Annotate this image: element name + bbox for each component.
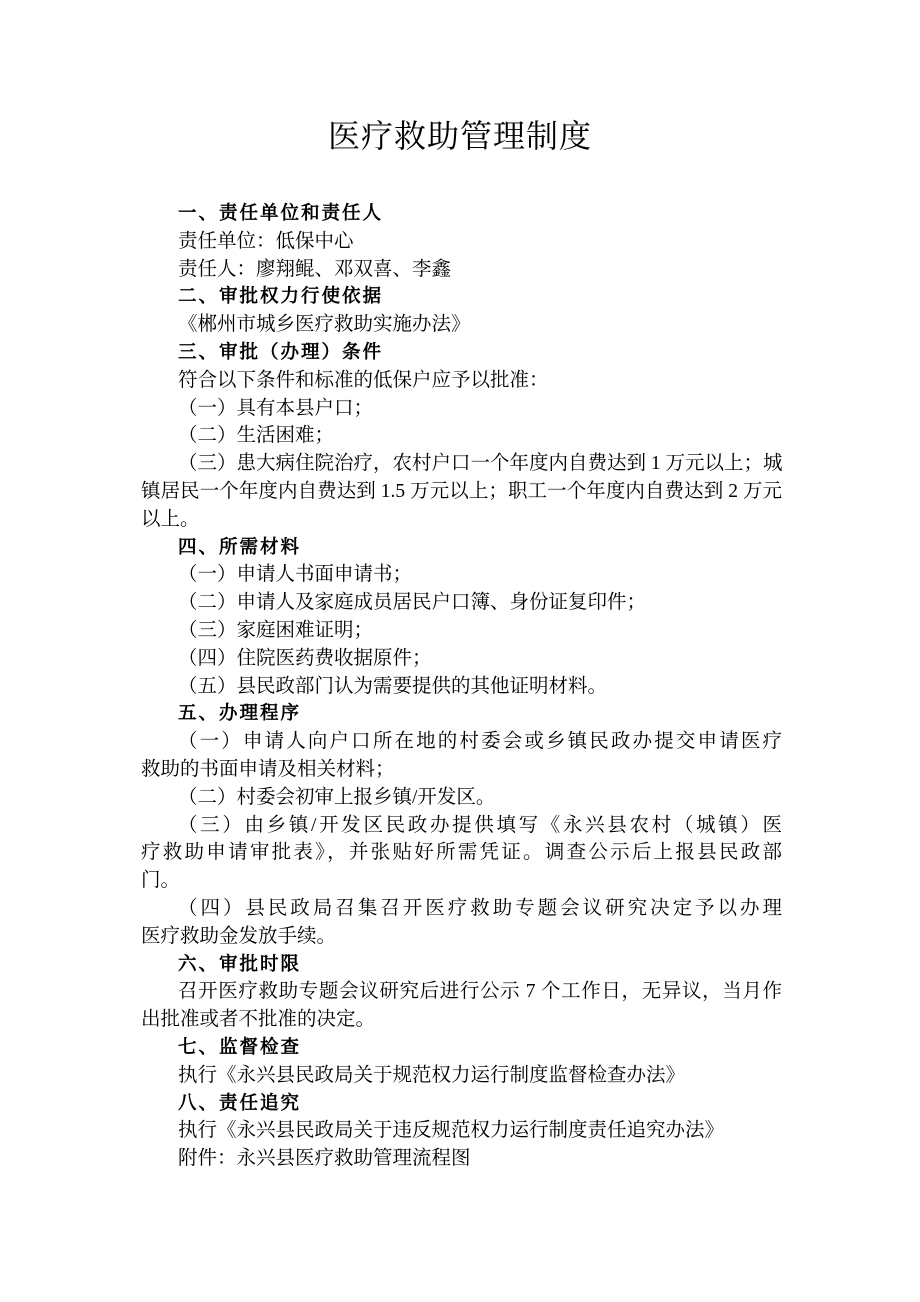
paragraph-line: 附件：永兴县医疗救助管理流程图 xyxy=(178,1148,471,1170)
paragraph-line: （三）家庭困难证明； xyxy=(178,619,374,641)
paragraph xyxy=(141,784,782,812)
paragraph xyxy=(141,895,782,951)
paragraph-line: 责任人：廖翔鲲、邓双喜、李鑫 xyxy=(178,258,452,280)
paragraph xyxy=(141,256,782,284)
paragraph xyxy=(141,812,782,895)
paragraph-line: 执行《永兴县民政局关于违反规范权力运行制度责任追究办法》 xyxy=(178,1120,725,1142)
heading-text: 八、责任追究 xyxy=(178,1092,302,1114)
paragraph-line: （二）村委会初审上报乡镇/开发区。 xyxy=(178,786,496,808)
heading-text: 一、责任单位和责任人 xyxy=(178,203,384,224)
section-heading xyxy=(141,283,782,311)
paragraph-line: （四）县民政局召集召开医疗救助专题会议研究决定予以办理 xyxy=(178,897,782,919)
heading-text: 三、审批（办理）条件 xyxy=(178,341,384,363)
paragraph xyxy=(141,311,782,339)
section-heading xyxy=(141,700,782,728)
paragraph-line: （四）住院医药费收据原件； xyxy=(178,647,432,669)
paragraph-line: 疗救助申请审批表》，并张贴好所需凭证。调查公示后上报县民政部 xyxy=(141,842,782,864)
paragraph xyxy=(141,617,782,645)
paragraph xyxy=(141,1145,782,1173)
paragraph xyxy=(141,728,782,784)
section-heading xyxy=(141,951,782,979)
paragraph-line: 镇居民一个年度内自费达到 1.5 万元以上；职工一个年度内自费达到 2 万元 xyxy=(141,480,782,502)
document-body xyxy=(141,200,782,1173)
paragraph-line: 执行《永兴县民政局关于规范权力运行制度监督检查办法》 xyxy=(178,1064,686,1086)
paragraph-line: 救助的书面申请及相关材料； xyxy=(141,758,395,780)
paragraph-line: （三）由乡镇/开发区民政办提供填写《永兴县农村（城镇）医 xyxy=(178,814,782,836)
paragraph xyxy=(141,1062,782,1090)
document-title: 医疗救助管理制度 xyxy=(327,118,592,154)
paragraph-line: （一）申请人向户口所在地的村委会或乡镇民政办提交申请医疗 xyxy=(178,731,782,753)
paragraph-line: 出批准或者不批准的决定。 xyxy=(141,1009,376,1031)
paragraph xyxy=(141,589,782,617)
section-heading xyxy=(141,339,782,367)
paragraph-line: （五）县民政部门认为需要提供的其他证明材料。 xyxy=(178,675,608,697)
heading-text: 五、办理程序 xyxy=(178,703,302,725)
paragraph xyxy=(141,228,782,256)
paragraph xyxy=(141,1117,782,1145)
paragraph-line: 以上。 xyxy=(141,508,200,530)
section-heading xyxy=(141,1034,782,1062)
paragraph xyxy=(141,395,782,423)
paragraph-line: 《郴州市城乡医疗救助实施办法》 xyxy=(178,314,471,336)
paragraph-line: 责任单位：低保中心 xyxy=(178,230,354,252)
paragraph-line: 召开医疗救助专题会议研究后进行公示 7 个工作日，无异议，当月作 xyxy=(178,981,782,1003)
paragraph-line: 符合以下条件和标准的低保户应予以批准： xyxy=(178,369,549,391)
paragraph xyxy=(141,450,782,533)
paragraph-line: 医疗救助金发放手续。 xyxy=(141,925,337,947)
paragraph-line: （一）具有本县户口； xyxy=(178,397,374,419)
section-heading xyxy=(141,1090,782,1118)
paragraph xyxy=(141,673,782,701)
paragraph xyxy=(141,645,782,673)
heading-text: 七、监督检查 xyxy=(178,1036,302,1058)
paragraph xyxy=(141,367,782,395)
paragraph xyxy=(141,561,782,589)
paragraph xyxy=(141,422,782,450)
heading-text: 六、审批时限 xyxy=(178,953,302,975)
section-heading xyxy=(141,534,782,562)
paragraph-line: 门。 xyxy=(141,870,181,892)
paragraph-line: （二）生活困难； xyxy=(178,425,335,447)
paragraph-line: （二）申请人及家庭成员居民户口簿、身份证复印件； xyxy=(178,592,647,614)
heading-text: 二、审批权力行使依据 xyxy=(178,286,384,308)
paragraph xyxy=(141,978,782,1034)
paragraph-line: （三）患大病住院治疗，农村户口一个年度内自费达到 1 万元以上；城 xyxy=(178,453,783,475)
paragraph-line: （一）申请人书面申请书； xyxy=(178,564,413,586)
heading-text: 四、所需材料 xyxy=(178,536,302,558)
section-heading xyxy=(141,200,782,228)
